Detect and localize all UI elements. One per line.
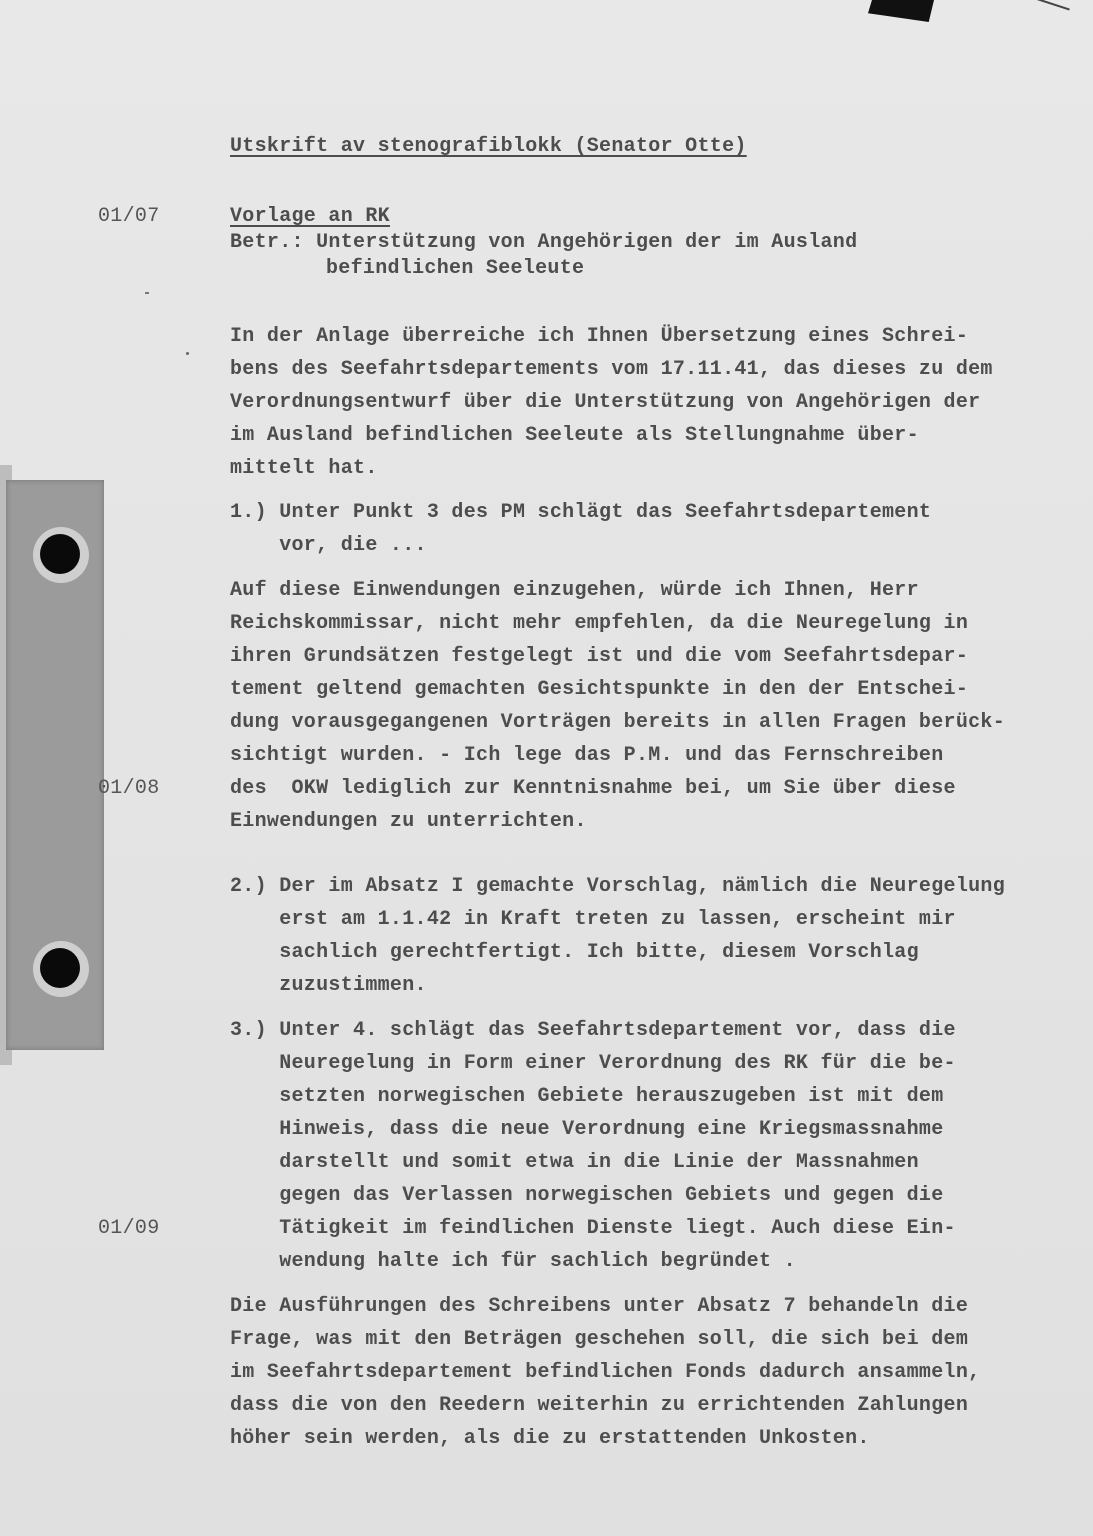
subject-line-1: Betr.: Unterstützung von Angehörigen der im Ausland (230, 231, 858, 254)
point-2-line: erst am 1.1.42 in Kraft treten zu lassen, erscheint mir (230, 908, 956, 931)
point-3-line: 3.) Unter 4. schlägt das Seefahrtsdepartement vor, dass die (230, 1019, 956, 1042)
reply-line: dung vorausgegangenen Vorträgen bereits in allen Fragen berück- (230, 711, 1006, 734)
reply-line: sichtigt wurden. - Ich lege das P.M. und das Fernschreiben (230, 744, 944, 767)
margin-note-01-08: 01/08 (98, 777, 160, 800)
corner-ink-mark (868, 0, 934, 22)
document-title: Utskrift av stenografiblokk (Senator Otte) (230, 135, 747, 158)
reply-line: des OKW lediglich zur Kenntnisnahme bei, um Sie über diese (230, 777, 956, 800)
corner-pen-stroke (1026, 0, 1070, 26)
point-2-line: zuzustimmen. (230, 974, 427, 997)
closing-line: dass die von den Reedern weiterhin zu errichtenden Zahlungen (230, 1394, 969, 1417)
stray-mark (186, 352, 189, 355)
point-2-line: sachlich gerechtfertigt. Ich bitte, diesem Vorschlag (230, 941, 919, 964)
point-3-line: Neuregelung in Form einer Verordnung des RK für die be- (230, 1052, 956, 1075)
intro-line: Verordnungsentwurf über die Unterstützung von Angehörigen der (230, 391, 981, 414)
punch-hole-bottom (40, 948, 80, 988)
reply-line: Auf diese Einwendungen einzugehen, würde ich Ihnen, Herr (230, 579, 919, 602)
reply-line: ihren Grundsätzen festgelegt ist und die vom Seefahrtsdepar- (230, 645, 969, 668)
margin-note-01-09: 01/09 (98, 1217, 160, 1240)
point-1-line: vor, die ... (230, 534, 427, 557)
intro-line: mittelt hat. (230, 457, 378, 480)
punch-hole-top (40, 534, 80, 574)
point-3-line: darstellt und somit etwa in die Linie der Massnahmen (230, 1151, 919, 1174)
point-3-line: wendung halte ich für sachlich begründet . (230, 1250, 796, 1273)
reply-line: Einwendungen zu unterrichten. (230, 810, 587, 833)
subject-line-2: befindlichen Seeleute (326, 257, 585, 280)
intro-line: im Ausland befindlichen Seeleute als Stellungnahme über- (230, 424, 919, 447)
stray-mark (145, 292, 149, 294)
point-3-line: setzten norwegischen Gebiete herauszugeben ist mit dem (230, 1085, 944, 1108)
closing-line: Die Ausführungen des Schreibens unter Absatz 7 behandeln die (230, 1295, 969, 1318)
reply-line: tement geltend gemachten Gesichtspunkte in den der Entschei- (230, 678, 969, 701)
subject-heading: Vorlage an RK (230, 205, 390, 228)
point-3-line: Tätigkeit im feindlichen Dienste liegt. Auch diese Ein- (230, 1217, 956, 1240)
margin-note-01-07: 01/07 (98, 205, 160, 228)
closing-line: Frage, was mit den Beträgen geschehen soll, die sich bei dem (230, 1328, 969, 1351)
point-3-line: gegen das Verlassen norwegischen Gebiets und gegen die (230, 1184, 944, 1207)
point-2-line: 2.) Der im Absatz I gemachte Vorschlag, nämlich die Neuregelung (230, 875, 1006, 898)
intro-line: In der Anlage überreiche ich Ihnen Übersetzung eines Schrei- (230, 325, 969, 348)
point-3-line: Hinweis, dass die neue Verordnung eine Kriegsmassnahme (230, 1118, 944, 1141)
closing-line: im Seefahrtsdepartement befindlichen Fonds dadurch ansammeln, (230, 1361, 981, 1384)
closing-line: höher sein werden, als die zu erstattenden Unkosten. (230, 1427, 870, 1450)
intro-line: bens des Seefahrtsdepartements vom 17.11.41, das dieses zu dem (230, 358, 993, 381)
point-1-line: 1.) Unter Punkt 3 des PM schlägt das Seefahrtsdepartement (230, 501, 932, 524)
reply-line: Reichskommissar, nicht mehr empfehlen, da die Neuregelung in (230, 612, 969, 635)
